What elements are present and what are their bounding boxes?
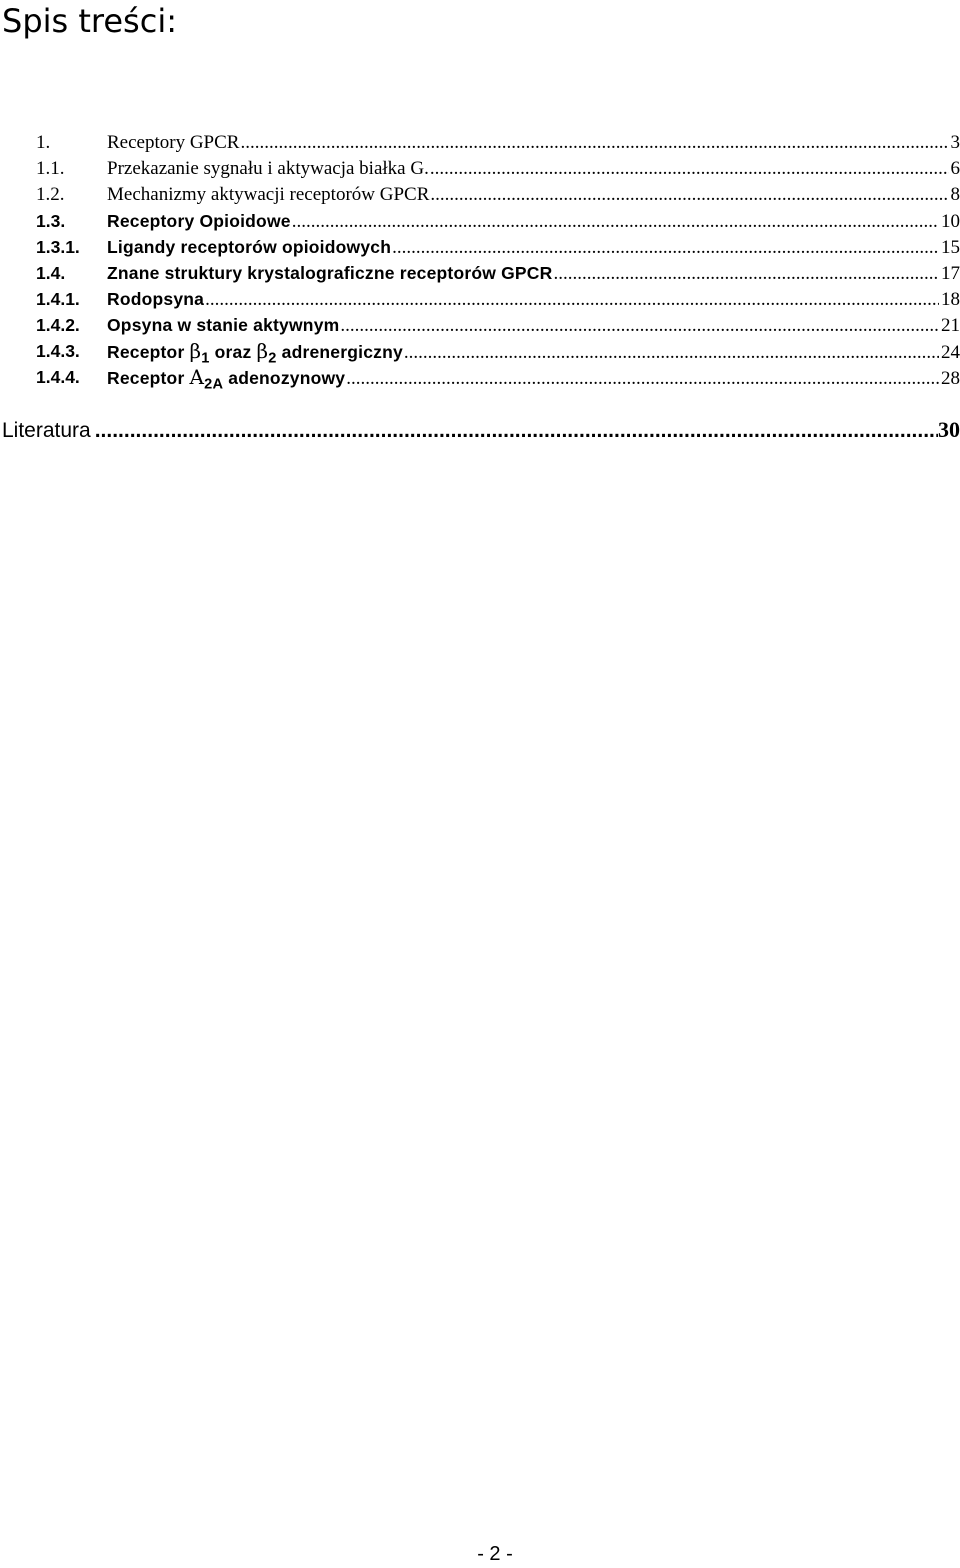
- toc-entry-number: 1.1.: [36, 158, 65, 179]
- toc-entry-number: 1.4.: [36, 263, 66, 283]
- toc-entry-label: Receptory Opioidowe: [107, 211, 291, 231]
- toc-entry-number: 1.3.1.: [36, 237, 80, 257]
- label-part: adrenergiczny: [276, 342, 403, 362]
- beta-symbol: β: [256, 339, 269, 363]
- toc-entry-page: 17: [941, 263, 960, 284]
- toc-entry-1-1[interactable]: [0, 156, 960, 182]
- toc-leader-dots: [240, 130, 948, 156]
- toc-entry-label: Opsyna w stanie aktywnym: [107, 315, 340, 335]
- toc-leader-dots: [205, 287, 939, 313]
- toc-entry-number: 1.2.: [36, 184, 65, 205]
- label-part: oraz: [209, 342, 257, 362]
- letter-a: A: [189, 365, 205, 389]
- toc-leader-dots: [553, 261, 939, 287]
- toc-entry-1-4-2[interactable]: [0, 312, 960, 338]
- toc-entry-number: 1.4.3.: [36, 341, 80, 361]
- toc-entry-number: 1.3.: [36, 211, 66, 231]
- toc-leader-dots: [392, 235, 939, 261]
- toc-entry-1-4-3[interactable]: [0, 338, 960, 367]
- subscript: 2A: [204, 376, 224, 393]
- toc-entry-label: Przekazanie sygnału i aktywacja białka G.: [107, 158, 429, 179]
- label-part: Receptor: [107, 342, 190, 362]
- beta-symbol: β: [189, 339, 202, 363]
- toc-entry-number: 1.4.4.: [36, 367, 80, 387]
- toc-entry-label: Ligandy receptorów opioidowych: [107, 237, 392, 257]
- toc-entry-1-4[interactable]: [0, 260, 960, 286]
- toc-entry-label: [107, 364, 345, 398]
- toc-entry-1-2[interactable]: [0, 182, 960, 208]
- toc-entry-page: 21: [941, 315, 960, 336]
- toc-leader-dots: [292, 209, 939, 235]
- toc-entry-label: Mechanizmy aktywacji receptorów GPCR: [107, 184, 430, 205]
- toc-leader-dots: [346, 366, 939, 392]
- toc-entry-page: 6: [950, 158, 960, 179]
- toc-entry-literatura[interactable]: [2, 416, 960, 445]
- toc-entry-number: 1.: [36, 132, 51, 153]
- toc-entry-label: Znane struktury krystalograficzne receptorów GPCR: [107, 263, 553, 283]
- page-number-footer: - 2 -: [477, 1543, 513, 1565]
- toc-leader-dots: [95, 417, 938, 445]
- toc-entry-1-3-1[interactable]: [0, 234, 960, 260]
- toc-entry-label: Rodopsyna: [107, 289, 205, 309]
- toc-entry-page: 24: [941, 342, 960, 363]
- toc-leader-dots: [430, 182, 948, 208]
- toc-entry-1-3[interactable]: [0, 208, 960, 234]
- toc-leader-dots: [340, 313, 939, 339]
- toc-entry-page: 8: [950, 184, 960, 205]
- label-part: Receptor: [107, 368, 190, 388]
- toc-entry-label: Literatura: [2, 419, 91, 442]
- toc-entry-page: 10: [941, 211, 960, 232]
- toc-entry-page: 30: [938, 417, 960, 442]
- toc-entry-page: 28: [941, 368, 960, 389]
- toc-entry-page: 18: [941, 289, 960, 310]
- toc-entry-page: 3: [950, 132, 960, 153]
- toc-entry-1-4-4[interactable]: [0, 364, 960, 393]
- toc-entry-number: 1.4.2.: [36, 315, 80, 335]
- toc-entry-1[interactable]: [0, 130, 960, 156]
- toc-entry-number: 1.4.1.: [36, 289, 80, 309]
- label-part: adenozynowy: [223, 368, 346, 388]
- page-title: Spis treści:: [2, 2, 177, 40]
- toc-entry-label: Receptory GPCR: [107, 132, 240, 153]
- toc-leader-dots: [404, 340, 939, 366]
- subscript: 2: [268, 350, 277, 367]
- toc-leader-dots: [430, 156, 949, 182]
- toc-entry-page: 15: [941, 237, 960, 258]
- subscript: 1: [201, 350, 210, 367]
- toc-entry-1-4-1[interactable]: [0, 286, 960, 312]
